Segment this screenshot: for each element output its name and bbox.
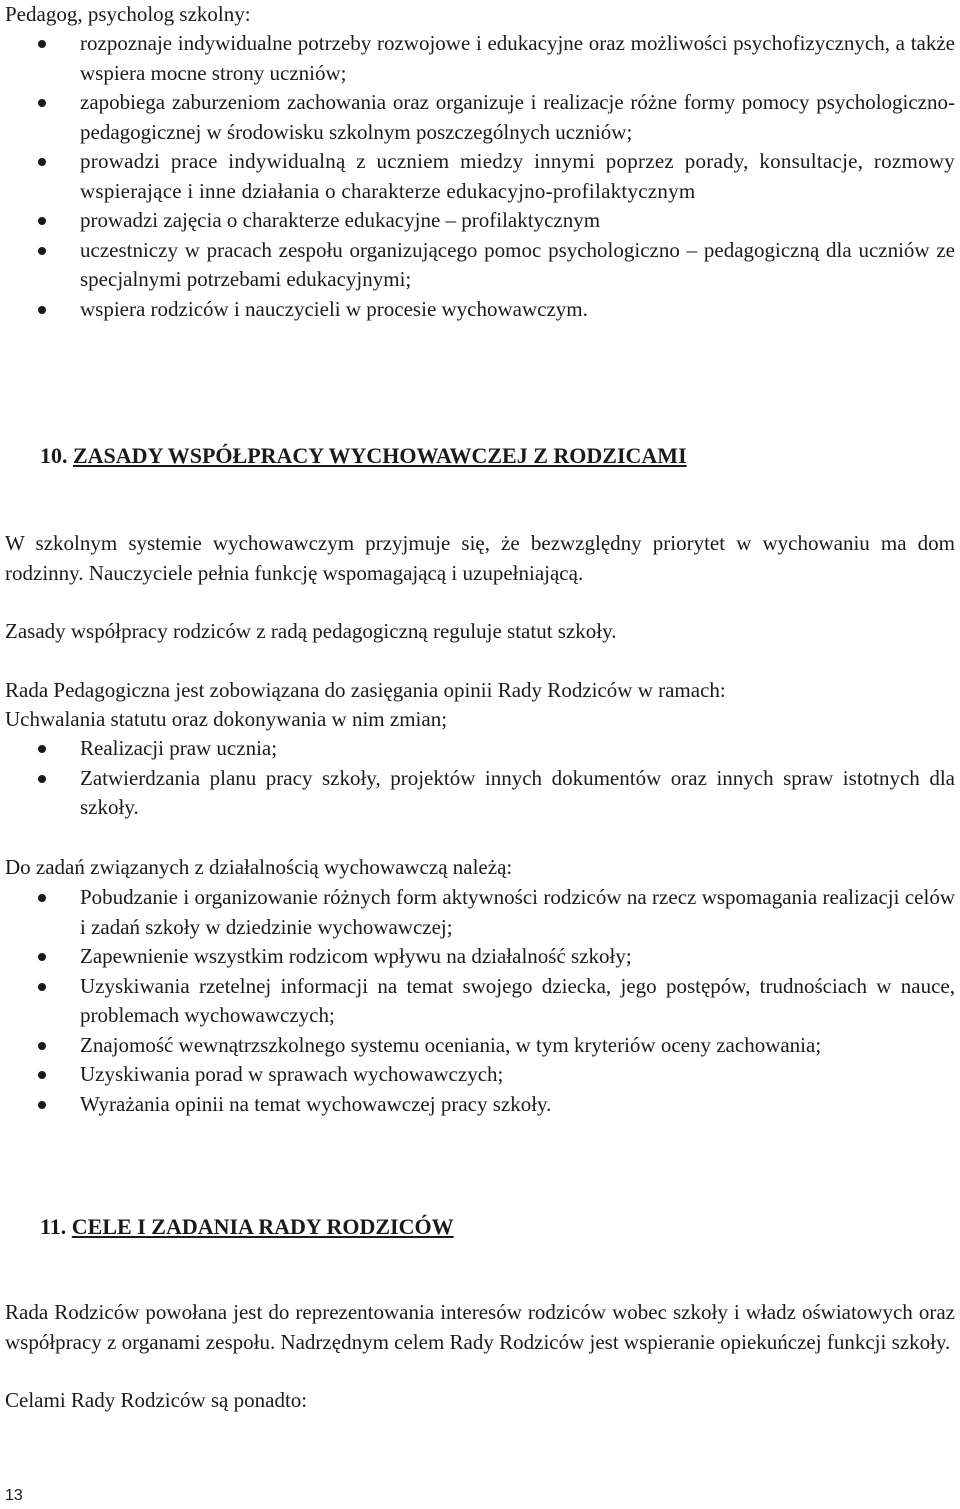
list-item: wspiera rodziców i nauczycieli w procesie wychowawczym.: [0, 295, 955, 325]
list-item: Znajomość wewnątrzszkolnego systemu oceniania, w tym kryteriów oceny zachowania;: [0, 1031, 955, 1061]
bullet-icon: [38, 217, 46, 225]
bullet-icon: [38, 40, 46, 48]
paragraph: Do zadań związanych z działalnością wychowawczą należą:: [5, 855, 513, 879]
section-number: 11.: [40, 1214, 72, 1239]
pedagog-duties-list: [0, 29, 955, 324]
list-item: Pobudzanie i organizowanie różnych form aktywności rodziców na rzecz wspomagania realizacji celów i zadań szkoły w dziedzinie wychowawczej;: [0, 883, 955, 942]
list-item: Uzyskiwania rzetelnej informacji na temat swojego dziecka, jego postępów, trudnościach w nauce, problemach wychowawczych;: [0, 972, 955, 1031]
paragraph: Zasady współpracy rodziców z radą pedagogiczną reguluje statut szkoły.: [5, 619, 617, 643]
paragraph: Uchwalania statutu oraz dokonywania w nim zmian;: [5, 707, 448, 731]
list-item: prowadzi prace indywidualną z uczniem miedzy innymi poprzez porady, konsultacje, rozmowy wspierające i inne działania o charakterze edukacyjno-profilaktycznym: [0, 147, 955, 206]
section-10-heading: [40, 441, 687, 471]
bullet-icon: [38, 953, 46, 961]
list-item: rozpoznaje indywidualne potrzeby rozwojowe i edukacyjne oraz możliwości psychofizycznych, a także wspiera mocne strony uczniów;: [0, 29, 955, 88]
bullet-icon: [38, 306, 46, 314]
list-item: zapobiega zaburzeniom zachowania oraz organizuje i realizacje różne formy pomocy psychologiczno-pedagogicznej w środowisku szkolnym poszczególnych uczniów;: [0, 88, 955, 147]
list-item: prowadzi zajęcia o charakterze edukacyjne – profilaktycznym: [0, 206, 955, 236]
bullet-icon: [38, 1071, 46, 1079]
bullet-icon: [38, 894, 46, 902]
list-item: Uzyskiwania porad w sprawach wychowawczych;: [0, 1060, 955, 1090]
consultation-list: [0, 734, 955, 823]
paragraph: Rada Rodziców powołana jest do reprezentowania interesów rodziców wobec szkoły i władz oświatowych oraz współpracy z organami zespołu. Nadrzędnym celem Rady Rodziców jest wspieranie opiekuńczej funkcji szkoły.: [5, 1300, 955, 1354]
section-title: ZASADY WSPÓŁPRACY WYCHOWAWCZEJ Z RODZICAMI: [73, 443, 687, 468]
page-number: 13: [5, 1487, 23, 1504]
bullet-icon: [38, 983, 46, 991]
paragraph: W szkolnym systemie wychowawczym przyjmuje się, że bezwzględny priorytet w wychowaniu ma dom rodzinny. Nauczyciele pełnia funkcję wspomagającą i uzupełniającą.: [5, 531, 955, 585]
tasks-list: [0, 883, 955, 1119]
list-item: Zatwierdzania planu pracy szkoły, projektów innych dokumentów oraz innych spraw istotnych dla szkoły.: [0, 764, 955, 823]
list-item: uczestniczy w pracach zespołu organizującego pomoc psychologiczno – pedagogiczną dla uczniów ze specjalnymi potrzebami edukacyjnymi;: [0, 236, 955, 295]
paragraph: Celami Rady Rodziców są ponadto:: [5, 1388, 308, 1412]
list-item: Zapewnienie wszystkim rodzicom wpływu na działalność szkoły;: [0, 942, 955, 972]
bullet-icon: [38, 745, 46, 753]
bullet-icon: [38, 247, 46, 255]
paragraph: Rada Pedagogiczna jest zobowiązana do zasięgania opinii Rady Rodziców w ramach:: [5, 678, 726, 702]
bullet-icon: [38, 775, 46, 783]
bullet-icon: [38, 1101, 46, 1109]
bullet-icon: [38, 99, 46, 107]
list-item: Realizacji praw ucznia;: [0, 734, 955, 764]
bullet-icon: [38, 158, 46, 166]
section-11-heading: [40, 1212, 454, 1242]
intro-heading: Pedagog, psycholog szkolny:: [5, 2, 251, 26]
section-title: CELE I ZADANIA RADY RODZICÓW: [71, 1214, 454, 1239]
bullet-icon: [38, 1042, 46, 1050]
list-item: Wyrażania opinii na temat wychowawczej pracy szkoły.: [0, 1090, 955, 1120]
section-number: 10.: [40, 443, 73, 468]
